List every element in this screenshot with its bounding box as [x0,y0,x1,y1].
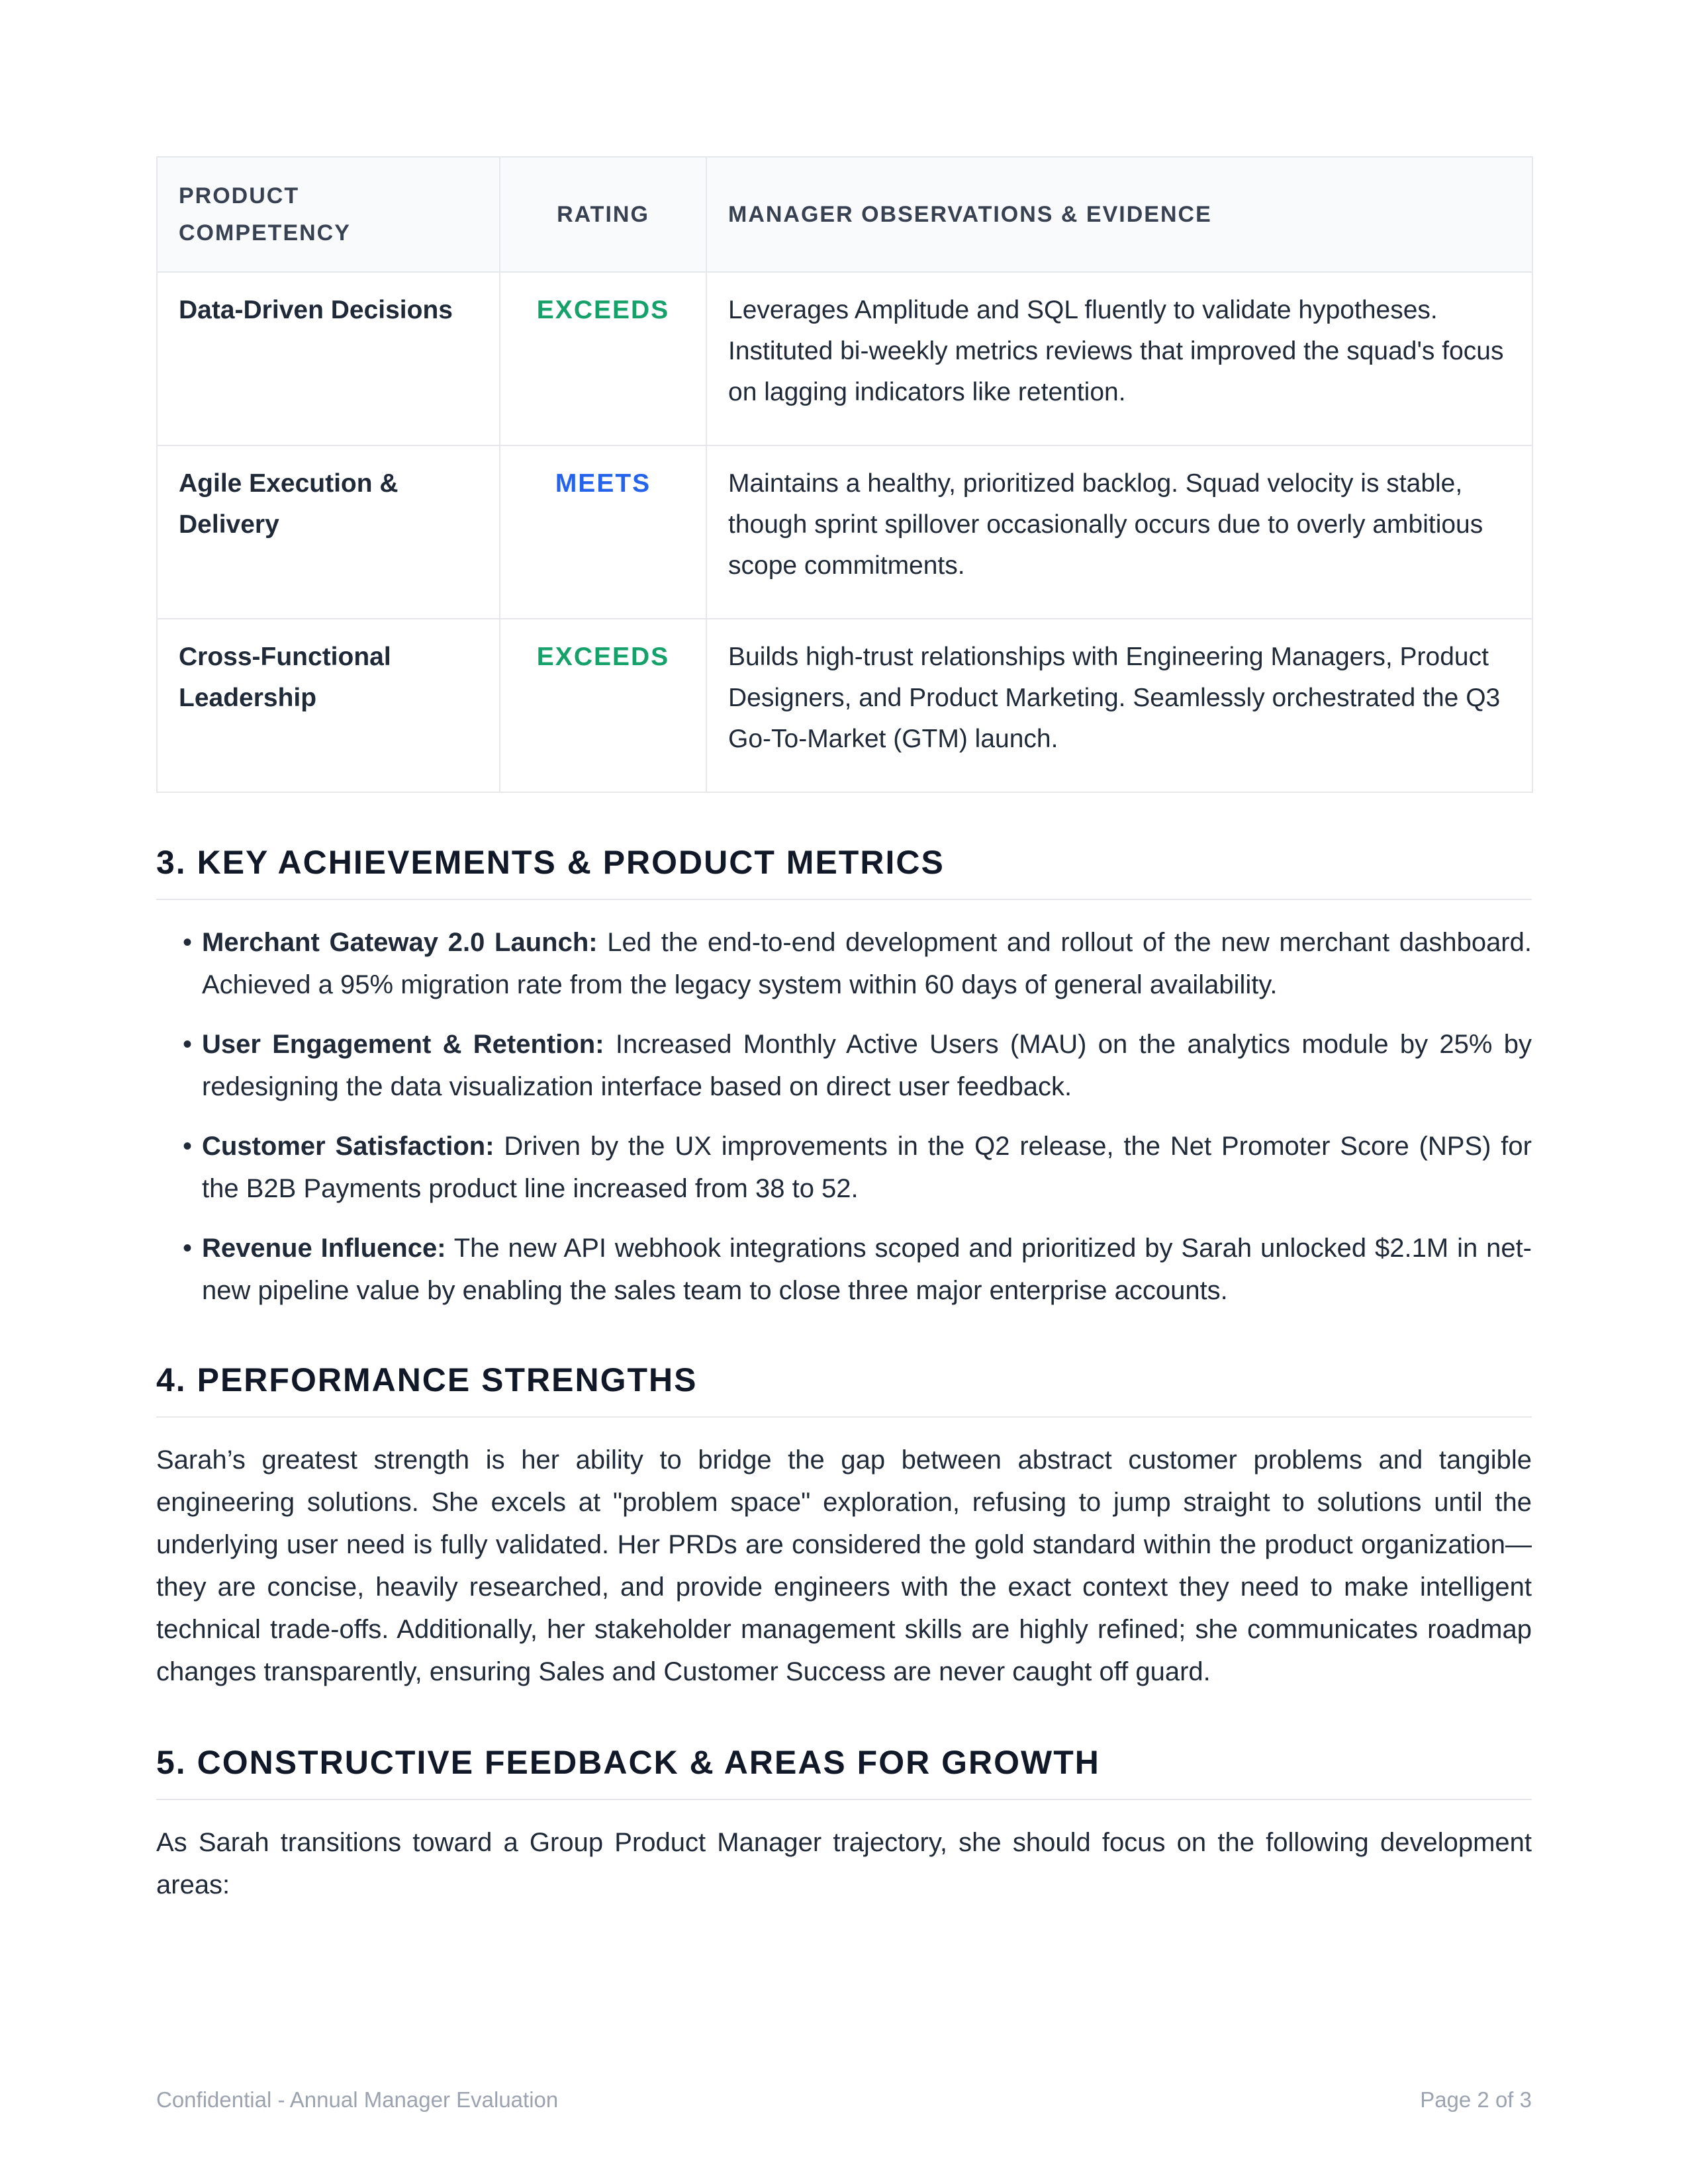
table-header-row [157,157,1532,272]
competency-table [156,156,1533,793]
observation-cell: Leverages Amplitude and SQL fluently to validate hypotheses. Instituted bi-weekly metrics reviews that improved the squad's focus on lagging indicators like retention. [706,272,1532,445]
bullet-icon: • [183,928,193,957]
header-rating: RATING [500,157,706,272]
table-row [157,619,1532,792]
achievement-text: Led the end-to-end development and rollout of the new merchant dashboard. Achieved a 95% migration rate from the legacy system within 60 days of general availability. [202,928,1532,999]
observation-cell: Builds high-trust relationships with Engineering Managers, Product Designers, and Product Marketing. Seamlessly orchestrated the Q3 Go-To-Market (GTM) launch. [706,619,1532,792]
section-strengths [156,1361,1532,1693]
list-item [156,1023,1532,1108]
list-item [156,1227,1532,1312]
strengths-paragraph: Sarah’s greatest strength is her ability to bridge the gap between abstract customer problems and tangible engineering solutions. She excels at "problem space" exploration, refusing to jump straight to solutions until the underlying user need is fully validated. Her PRDs are considered the gold standard within the product organization—they are concise, heavily researched, and provide engineers with the exact context they need to make intelligent technical trade-offs. Additionally, her stakeholder management skills are highly refined; she communicates roadmap changes transparently, ensuring Sales and Customer Success are never caught off guard. [156,1445,1532,1686]
competency-cell: Data-Driven Decisions [157,272,500,445]
page-footer [156,2087,1532,2113]
page-number: Page 2 of 3 [1420,2087,1532,2112]
section-heading: 3. KEY ACHIEVEMENTS & PRODUCT METRICS [156,843,1532,900]
feedback-paragraph: As Sarah transitions toward a Group Product Manager trajectory, she should focus on the following development areas: [156,1828,1532,1899]
achievement-label: User Engagement & Retention: [202,1030,604,1059]
achievement-label: Merchant Gateway 2.0 Launch: [202,928,598,957]
competency-cell: Agile Execution & Delivery [157,445,500,619]
achievement-text: Driven by the UX improvements in the Q2 release, the Net Promoter Score (NPS) for the B2B Payments product line increased from 38 to 52. [202,1132,1532,1203]
observation-cell: Maintains a healthy, prioritized backlog. Squad velocity is stable, though sprint spillover occasionally occurs due to overly ambitious scope commitments. [706,445,1532,619]
rating-badge: MEETS [500,445,706,619]
footer-confidential: Confidential - Annual Manager Evaluation [156,2087,559,2112]
section-achievements [156,843,1532,1312]
header-observations: MANAGER OBSERVATIONS & EVIDENCE [706,157,1532,272]
table-row [157,272,1532,445]
list-item [156,1125,1532,1210]
document-page [156,156,1532,1906]
section-feedback [156,1743,1532,1906]
competency-cell: Cross-Functional Leadership [157,619,500,792]
bullet-icon: • [183,1234,193,1263]
achievement-text: The new API webhook integrations scoped and prioritized by Sarah unlocked $2.1M in net-new pipeline value by enabling the sales team to close three major enterprise accounts. [202,1234,1532,1305]
achievement-label: Revenue Influence: [202,1234,446,1263]
list-item [156,921,1532,1006]
achievement-label: Customer Satisfaction: [202,1132,494,1161]
bullet-icon: • [183,1132,193,1161]
section-heading: 4. PERFORMANCE STRENGTHS [156,1361,1532,1418]
header-competency: PRODUCT COMPETENCY [157,157,500,272]
bullet-icon: • [183,1030,193,1059]
rating-badge: EXCEEDS [500,272,706,445]
achievement-text: Increased Monthly Active Users (MAU) on the analytics module by 25% by redesigning the data visualization interface based on direct user feedback. [202,1030,1532,1101]
achievement-list [156,921,1532,1312]
section-heading: 5. CONSTRUCTIVE FEEDBACK & AREAS FOR GROWTH [156,1743,1532,1800]
rating-badge: EXCEEDS [500,619,706,792]
table-row [157,445,1532,619]
